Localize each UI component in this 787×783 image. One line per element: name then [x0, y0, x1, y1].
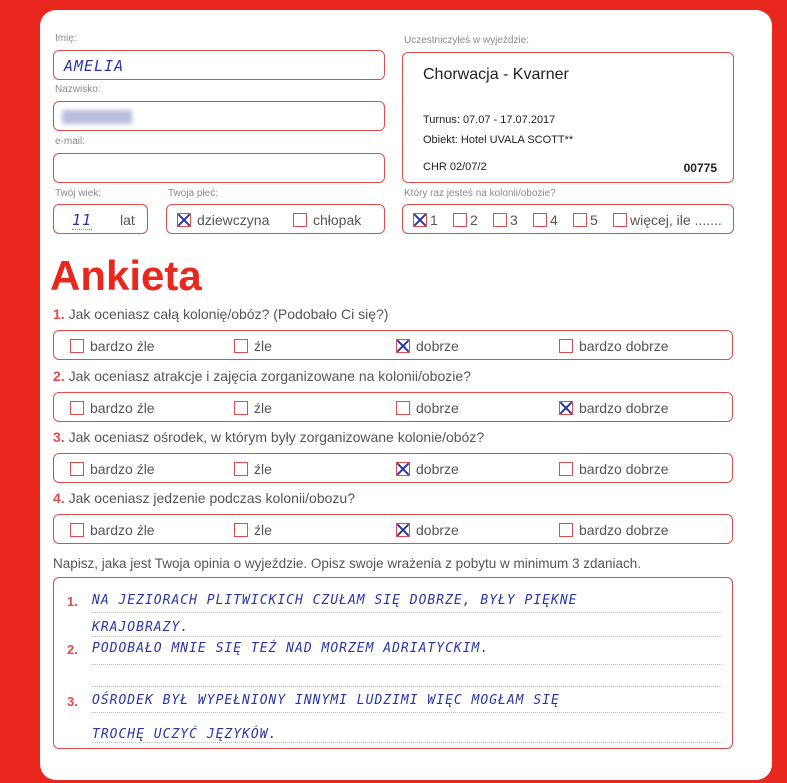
rating-checkbox[interactable]: [70, 462, 84, 476]
last-name-label: Nazwisko:: [55, 84, 101, 95]
email-label: e-mail:: [55, 136, 86, 147]
writing-line: [92, 712, 722, 713]
rating-checkbox[interactable]: [234, 523, 248, 537]
age-unit: lat: [120, 212, 135, 228]
rating-label: bardzo dobrze: [579, 521, 669, 538]
trip-box: [402, 52, 734, 183]
rating-checkbox[interactable]: [396, 401, 410, 415]
question-text: Jak oceniasz atrakcje i zajęcia zorganizowane na kolonii/obozie?: [68, 368, 471, 384]
question-1-options: [53, 330, 733, 360]
answer-number: 1.: [67, 594, 78, 609]
rating-label: dobrze: [416, 399, 459, 416]
question-4: [53, 490, 355, 506]
first-name-label: Imię:: [55, 33, 77, 44]
rating-label: bardzo dobrze: [579, 460, 669, 477]
rating-option[interactable]: [234, 460, 272, 478]
answer-line: TROCHĘ UCZYĆ JĘZYKÓW.: [92, 727, 278, 742]
trip-obiekt: Obiekt: Hotel UVALA SCOTT**: [423, 134, 574, 146]
rating-option[interactable]: [559, 460, 669, 478]
gender-field: [166, 204, 385, 234]
rating-option[interactable]: [559, 521, 669, 539]
times-option-4[interactable]: [533, 211, 558, 229]
rating-checkbox[interactable]: [559, 462, 573, 476]
email-field[interactable]: [53, 153, 385, 183]
times-option-1[interactable]: [413, 211, 438, 229]
times-5-label: 5: [590, 211, 598, 228]
times-field: [402, 204, 734, 234]
age-value: 11: [72, 211, 93, 229]
question-number: 4.: [53, 490, 65, 506]
blurred-name: [62, 110, 132, 124]
rating-label: bardzo dobrze: [579, 399, 669, 416]
opinion-prompt: Napisz, jaka jest Twoja opinia o wyjeździe. Opisz swoje wrażenia z pobytu w minimum 3 zdaniach.: [53, 556, 642, 571]
rating-checkbox[interactable]: [559, 401, 573, 415]
rating-option[interactable]: [396, 460, 459, 478]
rating-option[interactable]: [559, 399, 669, 417]
rating-label: dobrze: [416, 460, 459, 477]
rating-label: źle: [254, 337, 272, 354]
question-number: 2.: [53, 368, 65, 384]
rating-option[interactable]: [234, 337, 272, 355]
times-1-label: 1: [430, 211, 438, 228]
rating-label: bardzo źle: [90, 460, 155, 477]
times-option-2[interactable]: [453, 211, 478, 229]
rating-checkbox[interactable]: [234, 339, 248, 353]
rating-option[interactable]: [559, 337, 669, 355]
gender-label: Twoja płeć:: [168, 188, 219, 199]
trip-turnus: Turnus: 07.07 - 17.07.2017: [423, 114, 556, 126]
trip-label: Uczestniczyłeś w wyjeździe:: [404, 35, 530, 46]
answer-line: KRAJOBRAZY.: [92, 620, 190, 635]
checkbox-female[interactable]: [177, 213, 191, 227]
answer-line: PODOBAŁO MNIE SIĘ TEŻ NAD MORZEM ADRIATYCKIM.: [92, 641, 490, 656]
times-3-label: 3: [510, 211, 518, 228]
trip-code: CHR 02/07/2: [423, 161, 487, 173]
answer-line: OŚRODEK BYŁ WYPEŁNIONY INNYMI LUDZIMI WIĘC MOGŁAM SIĘ: [92, 693, 560, 708]
rating-label: bardzo źle: [90, 337, 155, 354]
question-text: Jak oceniasz ośrodek, w którym były zorganizowane kolonie/obóz?: [68, 429, 485, 445]
rating-label: źle: [254, 521, 272, 538]
question-text: Jak oceniasz całą kolonię/obóz? (Podobało Ci się?): [68, 306, 389, 322]
rating-checkbox[interactable]: [234, 401, 248, 415]
gender-option-male[interactable]: [293, 211, 361, 229]
writing-line: [92, 742, 722, 743]
rating-option[interactable]: [70, 521, 155, 539]
rating-option[interactable]: [234, 399, 272, 417]
answer-line: NA JEZIORACH PLITWICKICH CZUŁAM SIĘ DOBRZE, BYŁY PIĘKNE: [92, 593, 578, 608]
age-label: Twój wiek:: [55, 188, 102, 199]
rating-checkbox[interactable]: [396, 462, 410, 476]
answer-number: 2.: [67, 642, 78, 657]
rating-option[interactable]: [396, 337, 459, 355]
times-option-3[interactable]: [493, 211, 518, 229]
rating-label: bardzo źle: [90, 399, 155, 416]
rating-checkbox[interactable]: [234, 462, 248, 476]
survey-title: Ankieta: [50, 252, 202, 299]
checkbox-times-5[interactable]: [573, 213, 587, 227]
checkbox-times-2[interactable]: [453, 213, 467, 227]
rating-checkbox[interactable]: [396, 523, 410, 537]
gender-male-label: chłopak: [313, 211, 362, 228]
rating-option[interactable]: [70, 337, 155, 355]
writing-line: [92, 636, 722, 637]
checkbox-male[interactable]: [293, 213, 307, 227]
question-3-options: [53, 453, 733, 483]
age-field[interactable]: [53, 204, 148, 234]
rating-label: bardzo źle: [90, 521, 155, 538]
writing-line: [92, 664, 722, 665]
first-name-value: AMELIA: [64, 57, 125, 75]
rating-checkbox[interactable]: [70, 339, 84, 353]
times-more-label: więcej, ile .......: [630, 211, 722, 228]
rating-checkbox[interactable]: [396, 339, 410, 353]
rating-option[interactable]: [234, 521, 272, 539]
first-name-field[interactable]: [53, 50, 385, 80]
rating-checkbox[interactable]: [559, 339, 573, 353]
rating-option[interactable]: [70, 460, 155, 478]
question-1: [53, 306, 388, 322]
rating-checkbox[interactable]: [70, 401, 84, 415]
question-3: [53, 429, 484, 445]
question-number: 1.: [53, 306, 65, 322]
last-name-field[interactable]: [53, 101, 385, 131]
rating-option[interactable]: [396, 521, 459, 539]
trip-number: 00775: [683, 161, 717, 175]
rating-checkbox[interactable]: [70, 523, 84, 537]
question-2: [53, 368, 471, 384]
question-number: 3.: [53, 429, 65, 445]
rating-option[interactable]: [396, 399, 459, 417]
question-2-options: [53, 392, 733, 422]
times-option-5[interactable]: [573, 211, 598, 229]
checkbox-times-1[interactable]: [413, 213, 427, 227]
gender-female-label: dziewczyna: [197, 211, 270, 228]
rating-label: bardzo dobrze: [579, 337, 669, 354]
gender-option-female[interactable]: [177, 211, 269, 229]
trip-title: Chorwacja - Kvarner: [423, 66, 569, 83]
question-text: Jak oceniasz jedzenie podczas kolonii/obozu?: [68, 490, 355, 506]
checkbox-times-more[interactable]: [613, 213, 627, 227]
times-2-label: 2: [470, 211, 478, 228]
rating-label: dobrze: [416, 337, 459, 354]
rating-option[interactable]: [70, 399, 155, 417]
question-4-options: [53, 514, 733, 544]
times-label: Który raz jesteś na kolonii/obozie?: [404, 188, 556, 199]
answer-number: 3.: [67, 694, 78, 709]
checkbox-times-4[interactable]: [533, 213, 547, 227]
writing-line: [92, 612, 722, 613]
checkbox-times-3[interactable]: [493, 213, 507, 227]
rating-label: dobrze: [416, 521, 459, 538]
times-option-more[interactable]: [613, 211, 722, 229]
writing-line: [92, 686, 722, 687]
rating-label: źle: [254, 399, 272, 416]
rating-checkbox[interactable]: [559, 523, 573, 537]
rating-label: źle: [254, 460, 272, 477]
times-4-label: 4: [550, 211, 558, 228]
